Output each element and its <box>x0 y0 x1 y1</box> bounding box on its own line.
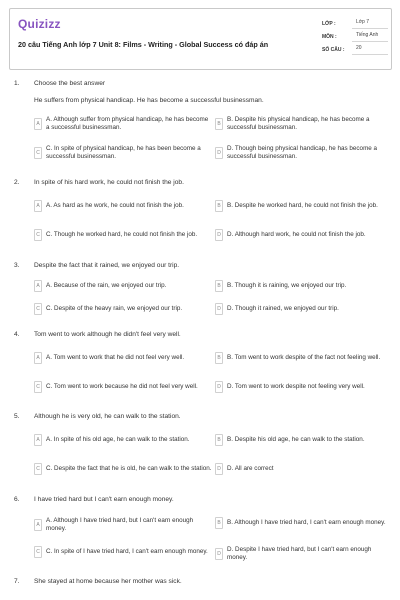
option-b[interactable] <box>215 352 393 364</box>
meta-grade-label: LỚP : <box>322 20 336 27</box>
option-text: B. Tom went to work despite of the fact not feeling well. <box>227 354 381 361</box>
option-letter: B <box>215 200 223 212</box>
question-number: 7. <box>14 578 20 585</box>
option-letter: D <box>215 303 223 315</box>
worksheet-title: 20 câu Tiếng Anh lớp 7 Unit 8: Films - Writing - Global Success có đáp án <box>18 40 269 49</box>
option-text: A. As hard as he work, he could not finish the job. <box>46 202 184 209</box>
option-a[interactable] <box>34 116 212 132</box>
option-text: D. Tom went to work despite not feeling very well. <box>227 383 365 390</box>
option-c[interactable] <box>34 463 212 475</box>
option-b[interactable] <box>215 434 393 446</box>
option-letter: A <box>34 280 42 292</box>
meta-count-row <box>322 43 388 56</box>
question-number: 1. <box>14 80 20 87</box>
option-letter: D <box>215 548 223 560</box>
option-letter: D <box>215 381 223 393</box>
question-text: She stayed at home because her mother was sick. <box>34 578 182 585</box>
option-text: A. Although I have tried hard, but I can't earn enough money. <box>46 517 194 532</box>
option-a[interactable] <box>34 280 212 292</box>
question-text: Choose the best answer <box>34 80 106 87</box>
meta-subject-row <box>322 30 388 43</box>
option-d[interactable] <box>215 381 393 393</box>
option-letter: B <box>215 517 223 529</box>
option-letter: A <box>34 118 42 130</box>
option-d[interactable] <box>215 463 393 475</box>
option-letter: C <box>34 303 42 315</box>
option-d[interactable] <box>215 229 393 241</box>
option-letter: A <box>34 352 42 364</box>
option-text: C. Tom went to work because he did not feel very well. <box>46 383 198 390</box>
option-text: C. Despite of the heavy rain, we enjoyed our trip. <box>46 305 183 312</box>
option-text: D. All are correct <box>227 465 274 472</box>
option-d[interactable] <box>215 546 393 562</box>
option-text: B. Despite his old age, he can walk to the station. <box>227 436 365 443</box>
option-text: C. Despite the fact that he is old, he can walk to the station. <box>46 465 212 472</box>
question-number: 5. <box>14 413 20 420</box>
question-text: Although he is very old, he can walk to the station. <box>34 413 181 420</box>
option-text: B. Although I have tried hard, I can't earn enough money. <box>227 519 386 526</box>
option-letter: B <box>215 118 223 130</box>
option-letter: C <box>34 463 42 475</box>
option-text: A. Because of the rain, we enjoyed our trip. <box>46 282 167 289</box>
option-text: A. Tom went to work that he did not feel very well. <box>46 354 185 361</box>
option-d[interactable] <box>215 303 393 315</box>
option-letter: B <box>215 280 223 292</box>
option-c[interactable] <box>34 303 212 315</box>
option-a[interactable] <box>34 517 212 533</box>
option-letter: A <box>34 519 42 531</box>
option-letter: C <box>34 147 42 159</box>
question-number: 3. <box>14 262 20 269</box>
option-text: D. Although hard work, he could not finish the job. <box>227 231 366 238</box>
option-text: B. Despite he worked hard, he could not finish the job. <box>227 202 378 209</box>
option-text: C. In spite of I have tried hard, I can't earn enough money. <box>46 548 208 555</box>
question-number: 2. <box>14 179 20 186</box>
option-b[interactable] <box>215 200 393 212</box>
option-text: B. Though it is raining, we enjoyed our trip. <box>227 282 347 289</box>
meta-count-label: SỐ CÂU : <box>322 46 345 53</box>
question-number: 4. <box>14 331 20 338</box>
option-text: D. Though it rained, we enjoyed our trip. <box>227 305 339 312</box>
option-c[interactable] <box>34 546 212 558</box>
option-letter: A <box>34 200 42 212</box>
option-a[interactable] <box>34 200 212 212</box>
option-text: A. Although suffer from physical handicap, he has become a successful businessman. <box>46 116 209 131</box>
option-text: B. Despite his physical handicap, he has become a successful businessman. <box>227 116 370 131</box>
meta-count-value: 20 <box>352 44 388 55</box>
option-c[interactable] <box>34 229 212 241</box>
question-number: 6. <box>14 496 20 503</box>
meta-subject-label: MÔN : <box>322 33 337 40</box>
option-text: C. In spite of physical handicap, he has been become a successful businessman. <box>46 145 201 160</box>
worksheet-header <box>9 8 392 70</box>
meta-subject-value: Tiếng Anh <box>352 31 388 42</box>
option-b[interactable] <box>215 116 393 132</box>
worksheet-meta <box>322 17 388 56</box>
option-c[interactable] <box>34 381 212 393</box>
option-text: A. In spite of his old age, he can walk to the station. <box>46 436 190 443</box>
quizizz-logo: Quizizz <box>18 17 61 31</box>
option-letter: D <box>215 463 223 475</box>
option-letter: A <box>34 434 42 446</box>
option-letter: B <box>215 434 223 446</box>
option-b[interactable] <box>215 517 393 529</box>
option-a[interactable] <box>34 434 212 446</box>
option-a[interactable] <box>34 352 212 364</box>
option-letter: D <box>215 229 223 241</box>
meta-grade-value: Lớp 7 <box>352 18 388 29</box>
question-text: In spite of his hard work, he could not finish the job. <box>34 179 184 186</box>
option-letter: C <box>34 381 42 393</box>
option-d[interactable] <box>215 145 393 161</box>
option-c[interactable] <box>34 145 212 161</box>
option-text: D. Though being physical handicap, he has become a successful businessman. <box>227 145 378 160</box>
option-letter: C <box>34 546 42 558</box>
option-letter: C <box>34 229 42 241</box>
option-letter: B <box>215 352 223 364</box>
question-text: Tom went to work although he didn't feel very well. <box>34 331 181 338</box>
option-letter: D <box>215 147 223 159</box>
option-b[interactable] <box>215 280 393 292</box>
option-text: C. Though he worked hard, he could not finish the job. <box>46 231 198 238</box>
meta-grade-row <box>322 17 388 30</box>
question-sentence: He suffers from physical handicap. He has become a successful businessman. <box>34 97 264 104</box>
option-text: D. Despite I have tried hard, but I can't earn enough money. <box>227 546 372 561</box>
question-text: I have tried hard but I can't earn enough money. <box>34 496 174 503</box>
question-text: Despite the fact that it rained, we enjoyed our trip. <box>34 262 180 269</box>
